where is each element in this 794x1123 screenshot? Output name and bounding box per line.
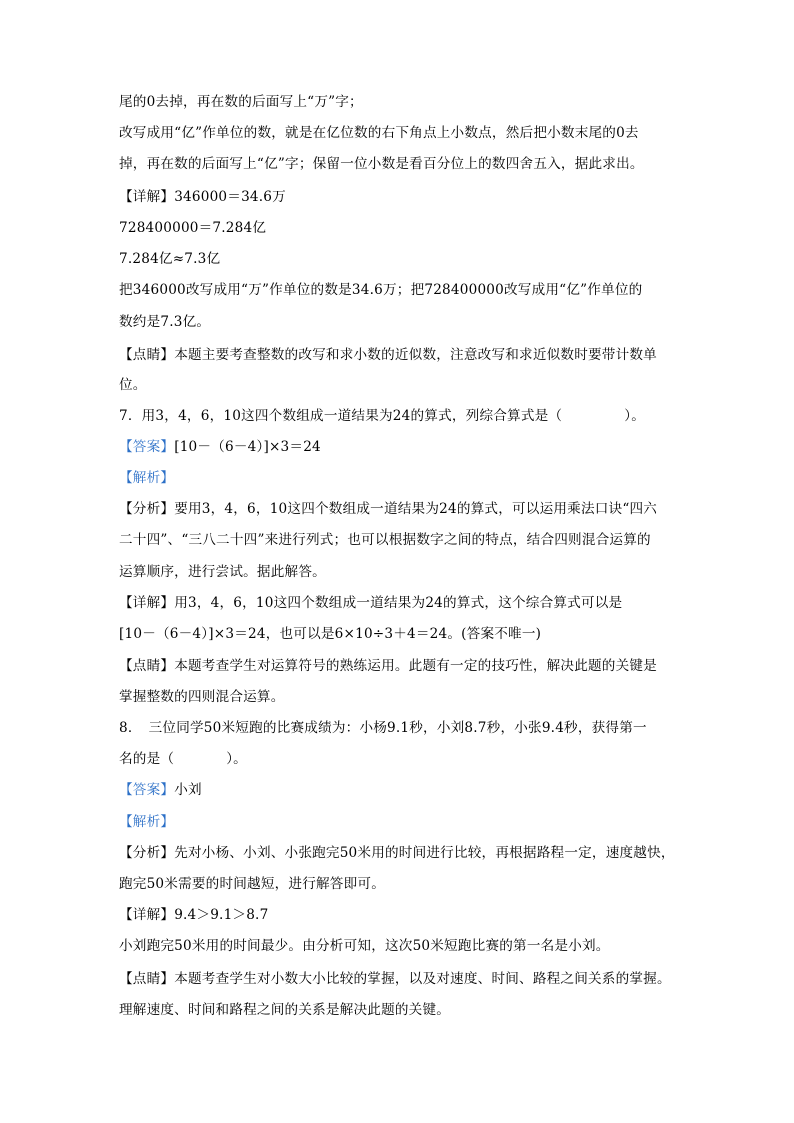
line-text: 跑完50米需要的时间越短，进行解答即可。 bbox=[119, 876, 385, 892]
section-tag: 【点睛】 bbox=[119, 658, 175, 674]
text-line bbox=[119, 468, 174, 488]
line-text: 掌握整数的四则混合运算。 bbox=[119, 689, 285, 705]
section-tag: 【详解】 bbox=[119, 907, 175, 923]
text-line bbox=[119, 92, 363, 112]
line-text: 7．用3，4，6，10这四个数组成一道结果为24的算式，列综合算式是（ bbox=[119, 408, 563, 424]
section-tag: 【解析】 bbox=[119, 814, 175, 830]
line-text: 346000＝34.6万 bbox=[174, 189, 286, 205]
text-line bbox=[119, 249, 220, 269]
line-text: 小刘跑完50米用的时间最少。由分析可知，这次50米短跑比赛的第一名是小刘。 bbox=[119, 938, 610, 954]
text-line bbox=[119, 656, 657, 676]
line-text: 7.284亿≈7.3亿 bbox=[119, 251, 221, 267]
text-line bbox=[119, 812, 174, 832]
line-text: 要用3，4，6，10这四个数组成一道结果为24的算式，可以运用乘法口诀“四六 bbox=[174, 501, 658, 517]
text-line bbox=[119, 280, 642, 300]
text-line bbox=[119, 718, 647, 738]
text-line bbox=[119, 345, 657, 365]
text-line bbox=[119, 749, 247, 769]
text-line bbox=[119, 499, 657, 519]
line-text: 位。 bbox=[119, 377, 147, 393]
line-text: 小刘 bbox=[174, 782, 202, 798]
text-line bbox=[119, 874, 385, 894]
text-line bbox=[119, 687, 285, 707]
text-line bbox=[119, 562, 326, 582]
text-line bbox=[119, 312, 210, 332]
line-text: 本题主要考查整数的改写和求小数的近似数，注意改写和求近似数时要带计数单 bbox=[174, 347, 657, 363]
text-line bbox=[119, 624, 541, 644]
line-text: 二十四”、“三八二十四”来进行列式；也可以根据数字之间的特点，结合四则混合运算的 bbox=[119, 532, 651, 548]
text-line bbox=[119, 218, 266, 238]
text-line bbox=[119, 593, 622, 613]
line-text: 728400000＝7.284亿 bbox=[119, 220, 267, 236]
text-line bbox=[119, 969, 671, 989]
text-line bbox=[119, 437, 321, 457]
section-tag: 【答案】 bbox=[119, 439, 175, 455]
line-text: 先对小杨、小刘、小张跑完50米用的时间进行比较，再根据路程一定，速度越快， bbox=[174, 845, 675, 861]
text-line bbox=[119, 123, 639, 143]
section-tag: 【解析】 bbox=[119, 470, 175, 486]
line-text: 用3，4，6，10这四个数组成一道结果为24的算式，这个综合算式可以是 bbox=[174, 595, 623, 611]
text-line bbox=[119, 187, 286, 207]
text-line bbox=[119, 905, 268, 925]
text-line bbox=[119, 530, 651, 550]
section-tag: 【详解】 bbox=[119, 595, 175, 611]
line-text: 数约是7.3亿。 bbox=[119, 314, 211, 330]
text-line bbox=[119, 154, 644, 174]
text-line bbox=[119, 375, 147, 395]
section-tag: 【分析】 bbox=[119, 501, 175, 517]
line-text: 名的是（ bbox=[119, 751, 175, 767]
line-text: 改写成用“亿”作单位的数，就是在亿位数的右下角点上小数点，然后把小数末尾的0去 bbox=[119, 125, 639, 141]
text-line bbox=[119, 406, 645, 426]
line-text: 掉，再在数的后面写上“亿”字；保留一位小数是看百分位上的数四舍五入，据此求出。 bbox=[119, 156, 644, 172]
line-text: [10－（6－4）]×3＝24 bbox=[174, 439, 321, 455]
text-line bbox=[119, 843, 675, 863]
line-text: 8． 三位同学50米短跑的比赛成绩为：小杨9.1秒，小刘8.7秒，小张9.4秒，获得第一 bbox=[119, 720, 647, 736]
section-tag: 【详解】 bbox=[119, 189, 175, 205]
line-text: 本题考查学生对运算符号的熟练运用。此题有一定的技巧性，解决此题的关键是 bbox=[174, 658, 657, 674]
line-tail: ）。 bbox=[624, 408, 646, 424]
text-line bbox=[119, 936, 610, 956]
text-line bbox=[119, 780, 202, 800]
line-text: 运算顺序，进行尝试。据此解答。 bbox=[119, 564, 326, 580]
section-tag: 【点睛】 bbox=[119, 347, 175, 363]
line-text: [10－（6－4）]×3＝24，也可以是6×10÷3＋4＝24。(答案不唯一) bbox=[119, 626, 542, 642]
line-text: 本题考查学生对小数大小比较的掌握，以及对速度、时间、路程之间关系的掌握。 bbox=[174, 971, 671, 987]
line-text: 9.4＞9.1＞8.7 bbox=[174, 907, 269, 923]
section-tag: 【分析】 bbox=[119, 845, 175, 861]
line-text: 尾的0去掉，再在数的后面写上“万”字； bbox=[119, 94, 363, 110]
line-text: 把346000改写成用“万”作单位的数是34.6万；把728400000改写成用“亿”作单位的 bbox=[119, 282, 643, 298]
line-tail: ）。 bbox=[226, 751, 247, 767]
section-tag: 【答案】 bbox=[119, 782, 175, 798]
section-tag: 【点睛】 bbox=[119, 971, 175, 987]
text-line bbox=[119, 1000, 450, 1020]
line-text: 理解速度、时间和路程之间的关系是解决此题的关键。 bbox=[119, 1002, 451, 1018]
